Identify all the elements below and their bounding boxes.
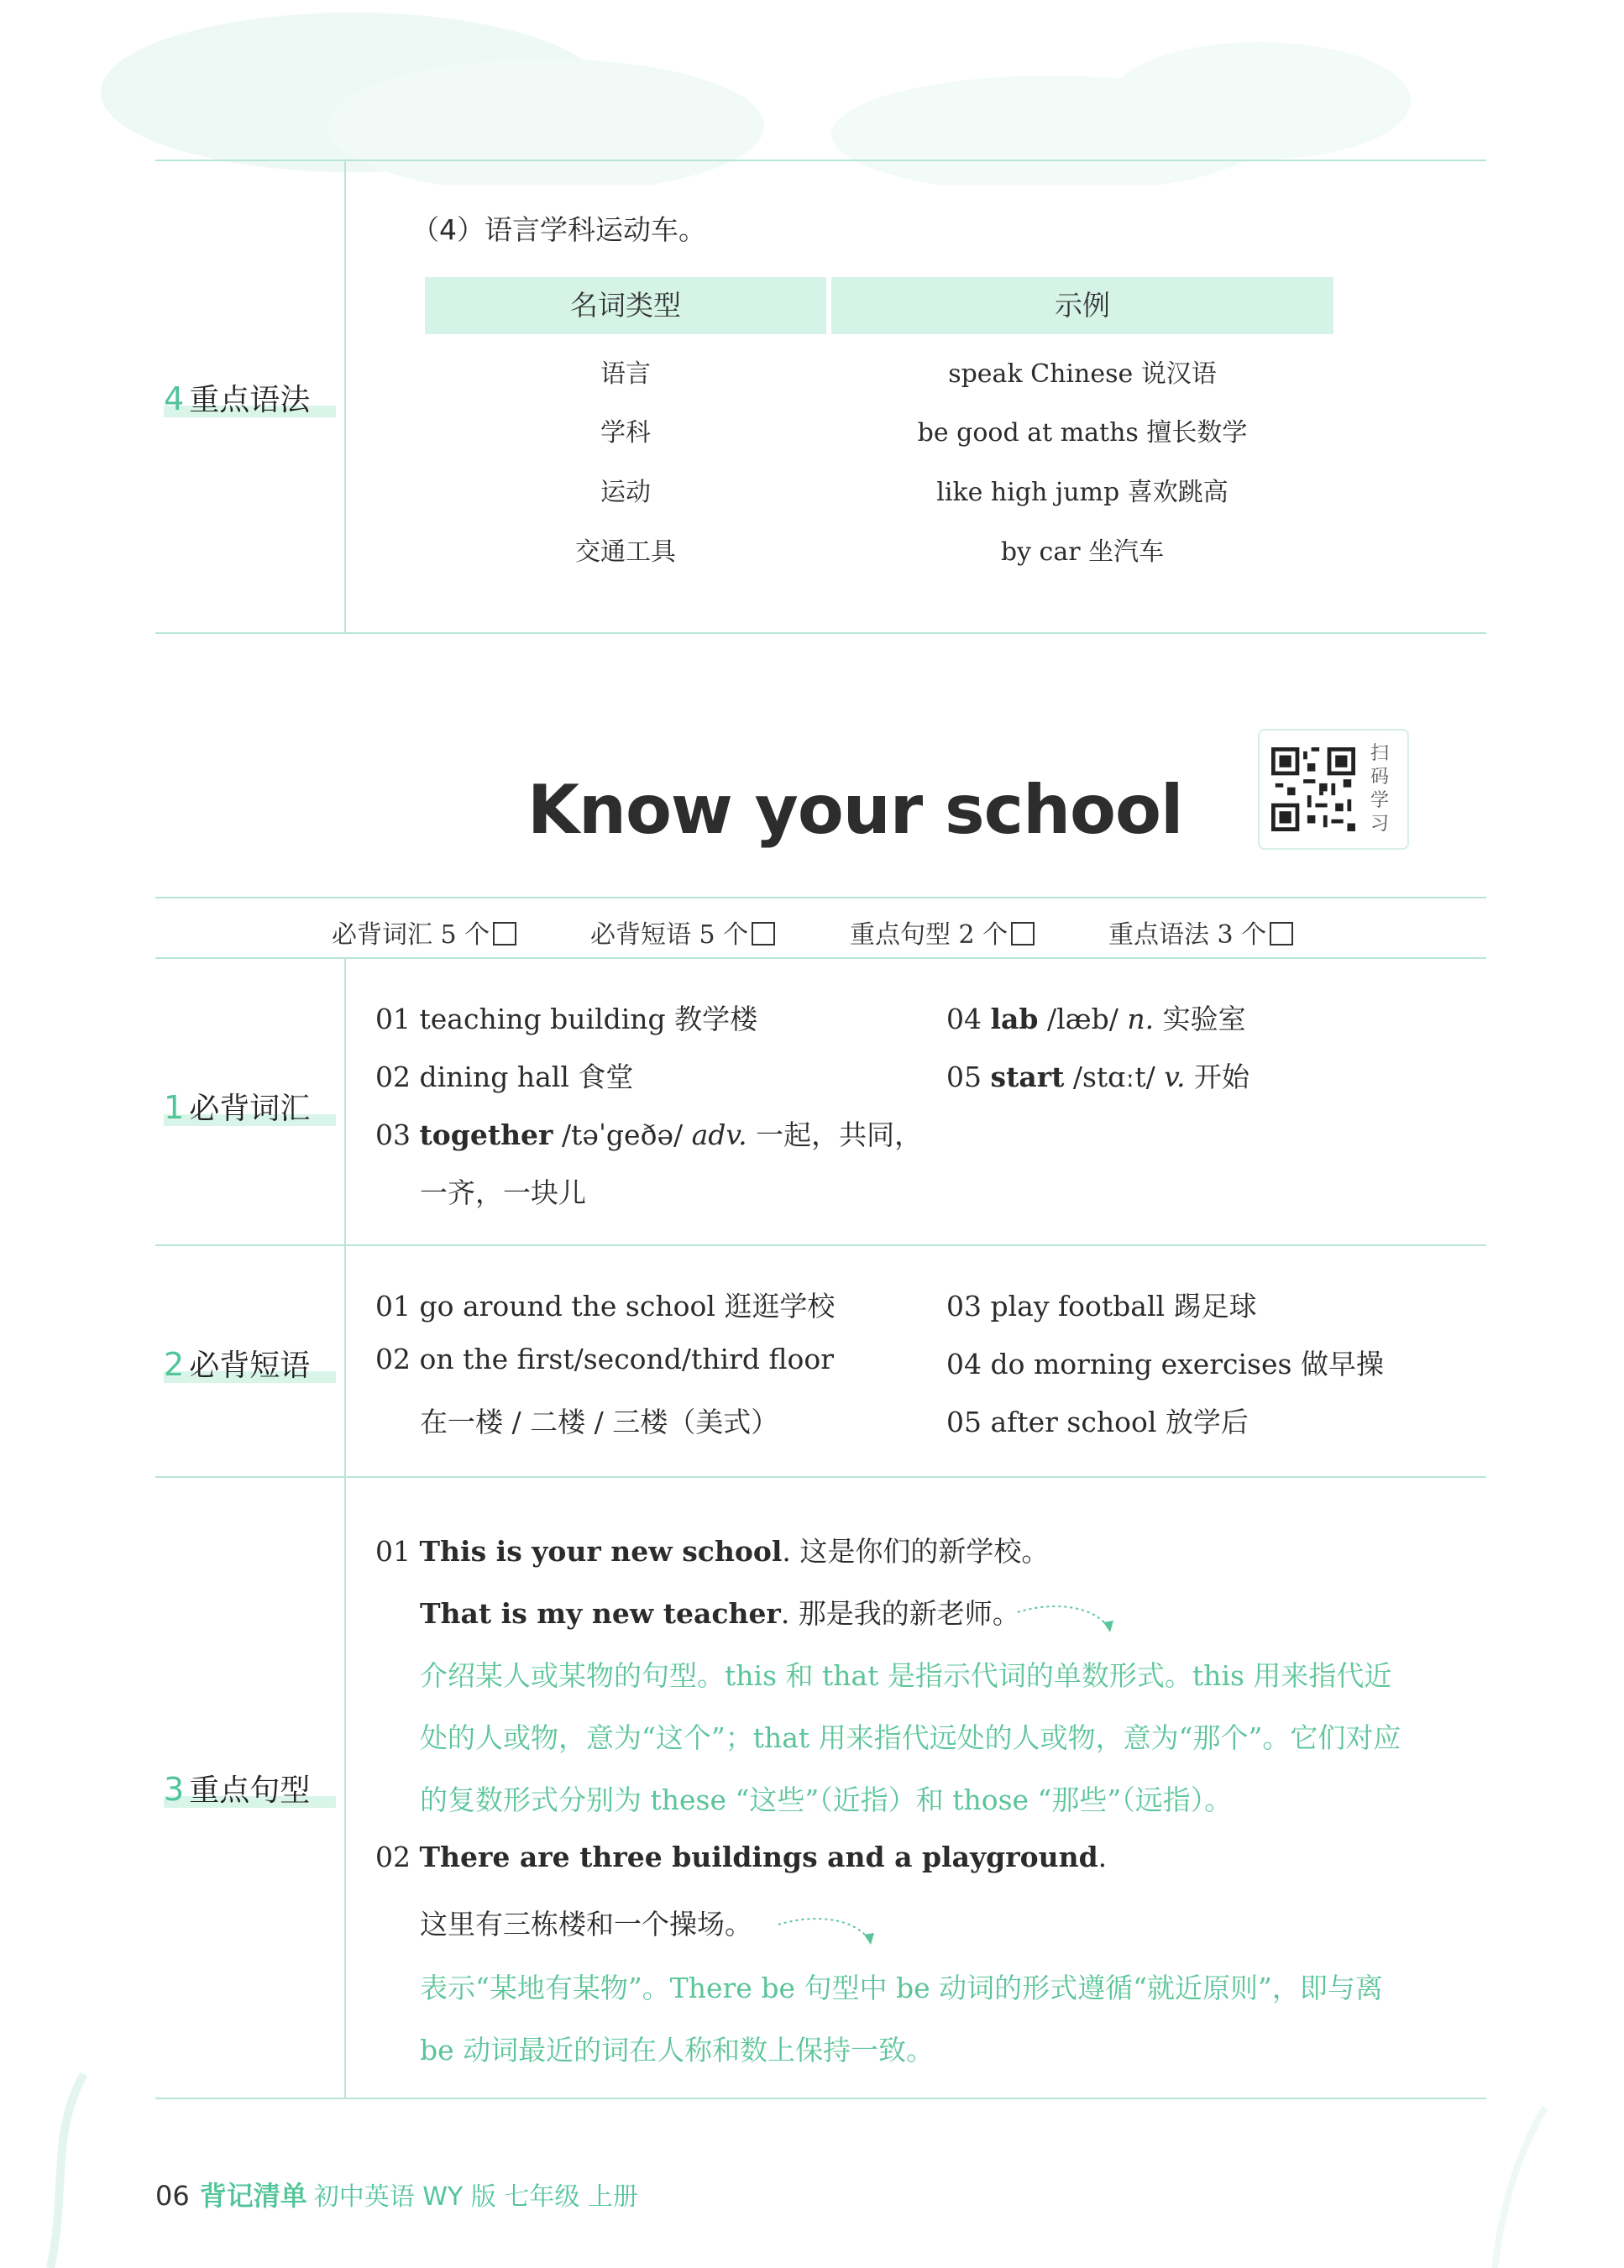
divider-counts-top <box>155 897 1486 898</box>
vocab-item: 03 together /təˈgeðə/ adv. 一起，共同， <box>375 1118 923 1151</box>
section-label-sentences: 3 重点句型 <box>164 1767 340 1810</box>
table-cell-type: 运动 <box>600 478 651 507</box>
qr-code-icon[interactable] <box>1271 747 1355 831</box>
page-number: 06 <box>155 2180 190 2212</box>
phrase-item: 02 on the first/second/third floor <box>375 1343 835 1375</box>
sentence-1: 01 This is your new school. 这是你们的新学校。 <box>375 1535 1050 1568</box>
footer-subtitle: 初中英语 WY 版 七年级 上册 <box>313 2182 638 2212</box>
table-header-type: 名词类型 <box>425 277 826 334</box>
footer-brand: 背记清单 <box>199 2180 307 2212</box>
unit-title: Know your school <box>527 771 1183 849</box>
divider-counts-bottom <box>155 957 1486 959</box>
column-divider-phrases <box>344 1244 346 1476</box>
table-cell-example: be good at maths 擅长数学 <box>917 418 1248 448</box>
note-1-line: 介绍某人或某物的句型。this 和 that 是指示代词的单数形式。this 用来指代近 <box>420 1659 1392 1692</box>
note-2-line: 表示“某地有某物”。There be 句型中 be 动词的形式遵循“就近原则”，即与离 <box>420 1972 1383 2004</box>
divider-sentences-bottom <box>155 2098 1486 2099</box>
note-arrow-icon <box>1016 1595 1117 1637</box>
table-cell-type: 语言 <box>600 359 651 389</box>
divider-vocab-bottom <box>155 1244 1486 1246</box>
table-cell-example: like high jump 喜欢跳高 <box>936 478 1228 507</box>
note-1-line: 的复数形式分别为 these “这些”（近指）和 those “那些”（远指）。 <box>420 1783 1233 1816</box>
qr-code-panel[interactable] <box>1258 729 1409 850</box>
checkbox[interactable] <box>752 922 775 945</box>
phrase-item: 03 play football 踢足球 <box>946 1290 1257 1323</box>
column-divider-sentences <box>344 1476 346 2098</box>
phrase-item: 01 go around the school 逛逛学校 <box>375 1290 836 1323</box>
background-cloud-decoration <box>0 0 1624 185</box>
section-label-grammar: 4 重点语法 <box>164 376 340 419</box>
sentence-2: 02 There are three buildings and a playground. <box>375 1841 1108 1873</box>
checkbox[interactable] <box>1011 922 1035 945</box>
note-1-line: 处的人或物，意为“这个”；that 用来指代远处的人或物，意为“那个”。它们对应 <box>420 1721 1401 1754</box>
table-cell-type: 交通工具 <box>575 537 676 567</box>
vocab-item: 04 lab /læb/ n. 实验室 <box>946 1003 1246 1035</box>
qr-caption: 扫码学习 <box>1370 743 1390 835</box>
checkbox[interactable] <box>493 922 516 945</box>
phrase-item: 04 do morning exercises 做早操 <box>946 1348 1384 1380</box>
table-cell-example: by car 坐汽车 <box>1000 537 1165 567</box>
table-header-example: 示例 <box>831 277 1333 334</box>
divider-phrases-bottom <box>155 1476 1486 1478</box>
vocab-item: 05 start /stɑːt/ v. 开始 <box>946 1061 1249 1093</box>
count-sentences: 重点句型 2 个 <box>850 914 1035 951</box>
column-divider-vocab <box>344 957 346 1244</box>
vocab-item-continuation: 一齐，一块儿 <box>420 1176 586 1209</box>
note-2-line: be 动词最近的词在人称和数上保持一致。 <box>420 2034 935 2066</box>
phrase-item-continuation: 在一楼 / 二楼 / 三楼（美式） <box>420 1406 779 1438</box>
table-cell-example: speak Chinese 说汉语 <box>948 359 1217 389</box>
table-cell-type: 学科 <box>600 418 651 448</box>
column-divider-grammar <box>344 160 346 634</box>
section-label-phrases: 2 必背短语 <box>164 1342 340 1385</box>
vocab-item: 02 dining hall 食堂 <box>375 1061 634 1093</box>
phrase-item: 05 after school 放学后 <box>946 1406 1249 1438</box>
count-grammar: 重点语法 3 个 <box>1108 914 1293 951</box>
page-footer <box>155 2175 638 2213</box>
checkbox[interactable] <box>1270 922 1293 945</box>
section-label-vocab: 1 必背词汇 <box>164 1085 340 1128</box>
divider-grammar-bottom <box>155 632 1486 634</box>
sentence-1b: That is my new teacher. 那是我的新老师。 <box>420 1597 1020 1630</box>
sentence-2-translation: 这里有三栋楼和一个操场。 <box>420 1908 752 1941</box>
background-plant-decoration <box>0 1982 1624 2268</box>
divider-top <box>155 160 1486 161</box>
count-vocab: 必背词汇 5 个 <box>332 914 516 951</box>
grammar-intro: （4）语言学科运动车。 <box>411 213 706 246</box>
note-arrow-icon <box>777 1908 877 1950</box>
vocab-item: 01 teaching building 教学楼 <box>375 1003 758 1035</box>
count-phrases: 必背短语 5 个 <box>590 914 775 951</box>
